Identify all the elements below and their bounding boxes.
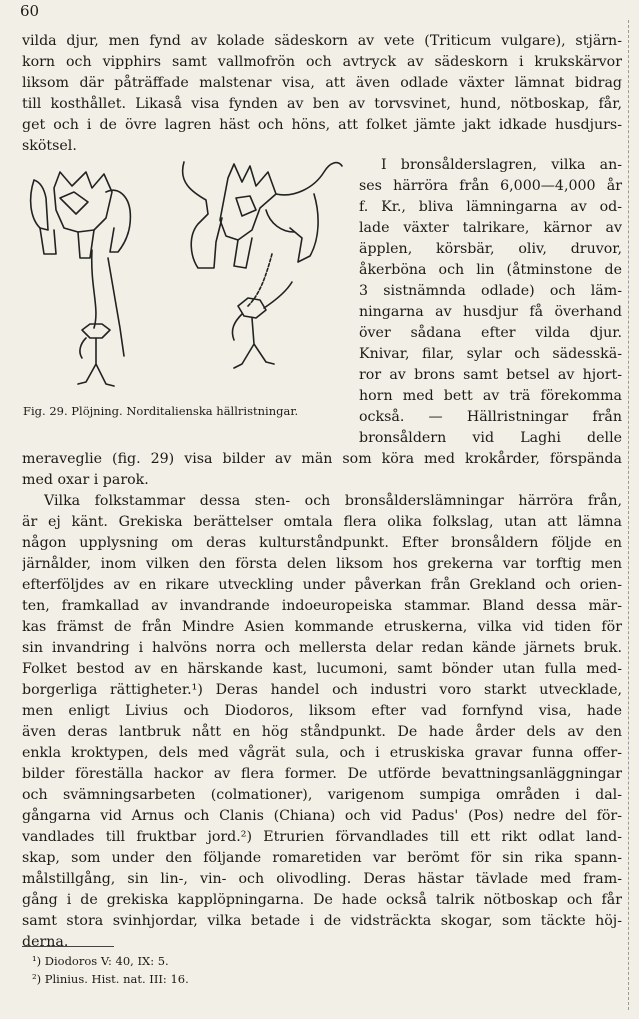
text-line: efterföljdes av en rikare utveckling under påverkan från Grekland och orien- (22, 577, 622, 593)
text-line: samt stora svinhjordar, vilka betade i de vidsträckta skogar, som täckte höj- (22, 913, 622, 929)
side-text-line: f. Kr., bliva lämningarna av od- (359, 199, 622, 215)
text-line: derna. (22, 934, 69, 950)
text-line: järnålder, inom vilken den första delen liksom hos grekerna var torftig men (22, 556, 622, 572)
text-line: bilder föreställa hackor av flera former. De utförde bevattningsanläggningar (22, 766, 622, 782)
text-line: och svämningsarbeten (colmationer), varigenom sumpiga områden i dal- (22, 787, 622, 803)
text-line: med oxar i parok. (22, 472, 149, 488)
text-line: målstillgång, sin lin-, vin- och olivodling. Deras hästar tävlade med fram- (22, 871, 622, 887)
rock-carving-drawing (20, 158, 350, 404)
text-line: enkla kroktypen, dels med vågrät sula, och i etruskiska gravar funna offer- (22, 745, 622, 761)
side-text-line: över sådana efter vilda djur. (359, 325, 622, 341)
side-text-line: ses härröra från 6,000—4,000 år (359, 178, 622, 194)
page-edge (628, 20, 630, 1010)
side-text-line: I bronsålderslagren, vilka an- (381, 157, 622, 173)
text-line: get och i de övre lagren häst och höns, att folket jämte jakt idkade husdjurs- (22, 117, 622, 133)
text-line: men enligt Livius och Diodoros, liksom efter vad fornfynd visa, hade (22, 703, 622, 719)
side-text-line: horn med bett av trä förekomma (359, 388, 622, 404)
text-line: liksom där påträffade malstenar visa, att även odlade växter lämnat bidrag (22, 75, 622, 91)
side-text-line: ningarna av husdjur få överhand (359, 304, 622, 320)
side-text-line: bronsåldern vid Laghi delle (359, 430, 622, 446)
rock-carving-figure (20, 158, 350, 404)
page-number: 60 (20, 2, 40, 20)
side-text-line: lade växter talrikare, kärnor av (359, 220, 622, 236)
figure-caption: Fig. 29. Plöjning. Norditalienska hällristningar. (23, 404, 299, 418)
side-text-line: 3 sistnämnda odlade) och läm- (359, 283, 622, 299)
side-text-line: också. — Hällristningar från (359, 409, 622, 425)
text-line: kas främst de från Mindre Asien kommande etruskerna, vilka vid tiden för (22, 619, 622, 635)
footnote: ²) Plinius. Hist. nat. III: 16. (32, 972, 189, 986)
text-line: meraveglie (fig. 29) visa bilder av män som köra med krokårder, förspända (22, 451, 622, 467)
footnote: ¹) Diodoros V: 40, IX: 5. (32, 954, 169, 968)
side-text-line: Knivar, filar, sylar och sädesskä- (359, 346, 622, 362)
text-line: borgerliga rättigheter.¹) Deras handel och industri voro starkt utvecklade, (22, 682, 622, 698)
text-line: även deras lantbruk nått en hög ståndpunkt. De hade årder dels av den (22, 724, 622, 740)
text-line: korn och vipphirs samt vallmofrön och avtryck av sädeskorn i krukskärvor (22, 54, 622, 70)
side-text-line: ror av brons samt betsel av hjort- (359, 367, 622, 383)
text-line: någon upplysning om deras kulturståndpunkt. Efter bronsåldern följde en (22, 535, 622, 551)
text-line: sin invandring i halvöns norra och mellersta delar redan kände järnets bruk. (22, 640, 622, 656)
side-text-line: äpplen, körsbär, oliv, druvor, (359, 241, 622, 257)
text-line: Folket bestod av en härskande kast, lucumoni, samt bönder utan fulla med- (22, 661, 622, 677)
text-line: ten, framkallad av invandrande indoeuropeiska stammar. Bland dessa mär- (22, 598, 622, 614)
text-line: gång i de grekiska kapplöpningarna. De hade också talrik nötboskap och får (22, 892, 622, 908)
text-line: Vilka folkstammar dessa sten- och bronsålderslämningar härröra från, (44, 493, 622, 509)
text-line: vilda djur, men fynd av kolade sädeskorn av vete (Triticum vulgare), stjärn- (22, 33, 622, 49)
text-line: skötsel. (22, 138, 77, 154)
text-line: skap, som under den följande romaretiden var berömt för sin rika spann- (22, 850, 622, 866)
text-line: till kosthållet. Likaså visa fynden av ben av torvsvinet, hund, nötboskap, får, (22, 96, 622, 112)
text-line: gångarna vid Arnus och Clanis (Chiana) och vid Padus' (Pos) nedre del för- (22, 808, 622, 824)
text-line: är ej känt. Grekiska berättelser omtala flera olika folkslag, utan att lämna (22, 514, 622, 530)
text-line: vandlades till fruktbar jord.²) Etrurien förvandlades till ett rikt odlat land- (22, 829, 622, 845)
footnote-rule (22, 946, 114, 947)
side-text-line: åkerböna och lin (åtminstone de (359, 262, 622, 278)
